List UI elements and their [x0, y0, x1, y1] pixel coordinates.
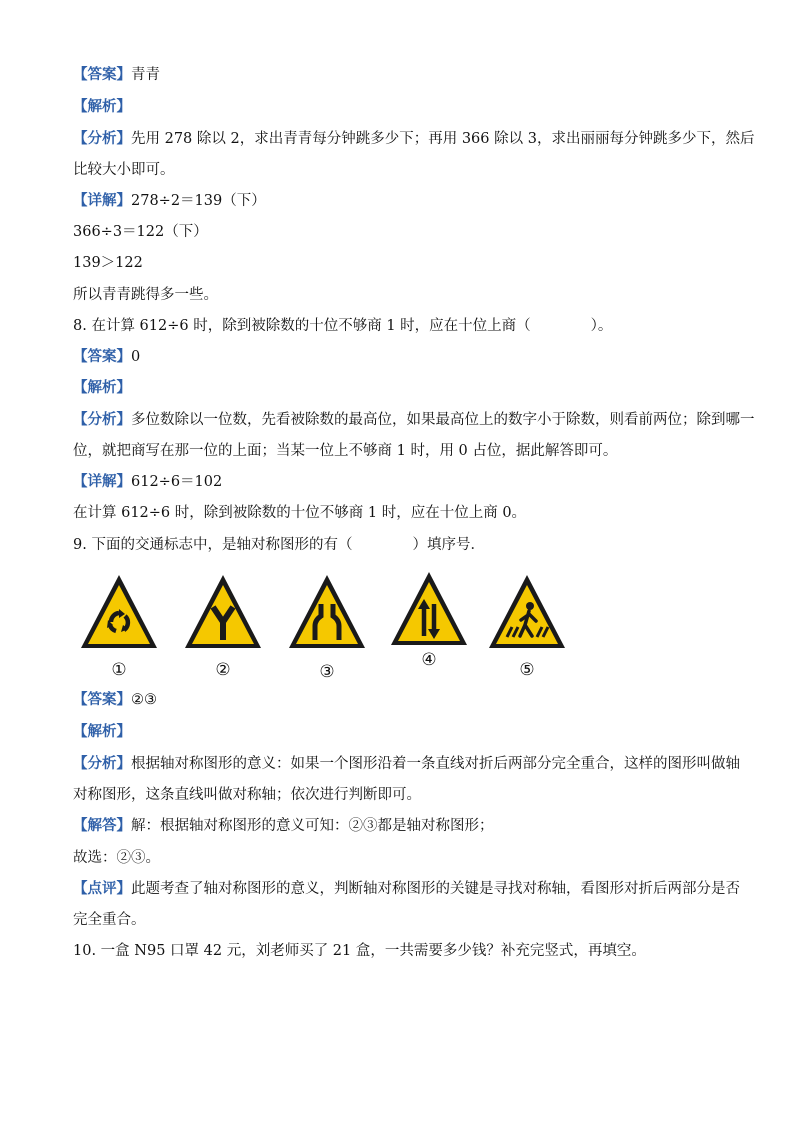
y-junction-sign-icon	[181, 570, 265, 680]
analysis-line-cont: 比较大小即可。	[73, 162, 175, 178]
analysis-sub-tag: 【分析】	[73, 130, 131, 147]
analysis-line-9	[73, 754, 740, 774]
traffic-signs-figure	[73, 570, 593, 680]
detail-line-8	[73, 472, 222, 492]
analysis-tag: 【解析】	[73, 723, 131, 740]
detail-text: 278÷2＝139（下）	[131, 193, 266, 209]
answer-line-9	[73, 690, 157, 710]
analysis-text: 多位数除以一位数，先看被除数的最高位，如果最高位上的数字小于除数，则看前两位；除到哪一	[131, 412, 755, 428]
comment-line	[73, 879, 740, 899]
comment-line-cont: 完全重合。	[73, 912, 146, 928]
analysis-heading-9	[73, 722, 131, 742]
question-9-text: 9. 下面的交通标志中，是轴对称图形的有（	[73, 537, 353, 553]
question-10: 10. 一盒 N95 口罩 42 元，刘老师买了 21 盒，一共需要多少钱？补充完竖式，再填空。	[73, 943, 646, 959]
analysis-tag: 【解析】	[73, 379, 131, 396]
road-narrows-sign-icon	[285, 570, 369, 680]
solution-text: 解：根据轴对称图形的意义可知：②③都是轴对称图形；	[131, 818, 494, 834]
question-9-text-end: ）填序号．	[412, 537, 485, 553]
detail-line	[73, 191, 266, 211]
answer-tag: 【答案】	[73, 348, 131, 365]
sign-label-2: ②	[215, 660, 231, 680]
conclusion-line: 所以青青跳得多一些。	[73, 287, 218, 303]
analysis-text: 先用 278 除以 2，求出青青每分钟跳多少下；再用 366 除以 3，求出丽丽每分钟跳多少下，然后	[131, 131, 755, 147]
solution-line	[73, 816, 494, 836]
analysis-sub-tag: 【分析】	[73, 411, 131, 428]
analysis-tag: 【解析】	[73, 98, 131, 115]
detail-line-3: 139＞122	[73, 255, 143, 271]
answer-tag: 【答案】	[73, 66, 131, 83]
roundabout-sign-icon	[77, 570, 161, 680]
analysis-line-9-cont: 对称图形，这条直线叫做对称轴；依次进行判断即可。	[73, 787, 421, 803]
sign-label-5: ⑤	[519, 660, 535, 680]
analysis-line-8-cont: 位，就把商写在那一位的上面；当某一位上不够商 1 时，用 0 占位，据此解答即可。	[73, 443, 618, 459]
analysis-heading-8	[73, 378, 131, 398]
answer-text: ②③	[131, 692, 157, 708]
question-8-text: 8. 在计算 612÷6 时，除到被除数的十位不够商 1 时，应在十位上商（	[73, 318, 531, 334]
analysis-sub-tag: 【分析】	[73, 755, 131, 772]
detail-tag: 【详解】	[73, 473, 131, 490]
question-8	[73, 316, 612, 336]
pedestrian-crossing-sign-icon	[485, 570, 569, 680]
answer-line-8	[73, 347, 140, 367]
answer-tag: 【答案】	[73, 691, 131, 708]
detail-line-8-cont: 在计算 612÷6 时，除到被除数的十位不够商 1 时，应在十位上商 0。	[73, 505, 527, 521]
choice-line: 故选：②③。	[73, 850, 160, 866]
analysis-text: 根据轴对称图形的意义：如果一个图形沿着一条直线对折后两部分完全重合，这样的图形叫做轴	[131, 756, 740, 772]
sign-label-3: ③	[319, 662, 335, 682]
sign-label-4: ④	[421, 650, 437, 670]
solution-tag: 【解答】	[73, 817, 131, 834]
answer-line	[73, 65, 160, 85]
analysis-heading	[73, 97, 131, 117]
sign-label-1: ①	[111, 660, 127, 680]
detail-text: 612÷6＝102	[131, 474, 223, 490]
detail-line-2: 366÷3＝122（下）	[73, 224, 208, 240]
detail-tag: 【详解】	[73, 192, 131, 209]
comment-text: 此题考查了轴对称图形的意义，判断轴对称图形的关键是寻找对称轴，看图形对折后两部分是否	[131, 881, 740, 897]
question-9	[73, 535, 485, 555]
comment-tag: 【点评】	[73, 880, 131, 897]
answer-text: 0	[131, 349, 141, 365]
analysis-line-8	[73, 410, 755, 430]
question-8-text-end: ）。	[590, 318, 613, 334]
analysis-line	[73, 129, 754, 149]
answer-text: 青青	[131, 67, 160, 83]
two-way-traffic-sign-icon	[387, 570, 471, 680]
